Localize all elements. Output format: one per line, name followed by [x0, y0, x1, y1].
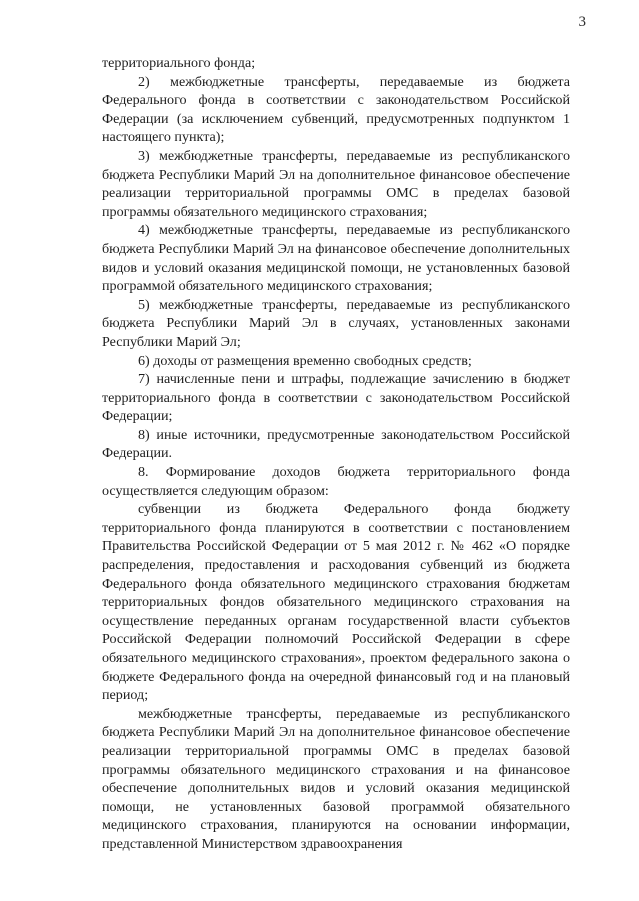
paragraph-item-2: 2) межбюджетные трансферты, передаваемые из бюджета Федерального фонда в соответствии с законодательством Российской Федерации (за исключением субвенций, предусмотренных подпунктом 1 настоящего пункта); — [102, 73, 570, 146]
paragraph-item-7: 7) начисленные пени и штрафы, подлежащие зачислению в бюджет территориального фонда в соответствии с законодательством Российской Федерации; — [102, 371, 570, 425]
paragraph-item-5: 5) межбюджетные трансферты, передаваемые из республиканского бюджета Республики Марий Эл в случаях, установленных законами Республики Марий Эл; — [102, 296, 570, 350]
document-body — [102, 54, 570, 854]
paragraph-item-4: 4) межбюджетные трансферты, передаваемые из республиканского бюджета Республики Марий Эл на финансовое обеспечение дополнительных видов и условий оказания медицинской помощи, не установленных базовой программой обязательного медицинского страхования; — [102, 222, 570, 295]
paragraph-item-6: 6) доходы от размещения временно свободных средств; — [138, 352, 472, 369]
paragraph-item-8: 8) иные источники, предусмотренные законодательством Российской Федерации. — [102, 426, 570, 462]
paragraph-item-3: 3) межбюджетные трансферты, передаваемые из республиканского бюджета Республики Марий Эл на дополнительное финансовое обеспечение реализации территориальной программы ОМС в пределах базовой программы обязательного медицинского страхования; — [102, 147, 570, 220]
paragraph-section-8: 8. Формирование доходов бюджета территориального фонда осуществляется следующим образом: — [102, 464, 570, 499]
paragraph-interbudget-transfers: межбюджетные трансферты, передаваемые из республиканского бюджета Республики Марий Эл на дополнительное финансовое обеспечение реализации территориальной программы ОМС в пределах базовой программы обязательного медицинского страхования и на финансовое обеспечение дополнительных видов и условий оказания медицинской помощи, не установленных базовой программой обязательного медицинского страхования, планируются на основании информации, представленной Министерством здравоохранения — [102, 705, 570, 852]
page-number: 3 — [578, 14, 586, 30]
paragraph-continuation: территориального фонда; — [102, 55, 256, 71]
paragraph-subventions: субвенции из бюджета Федерального фонда бюджету территориального фонда планируются в соответствии с постановлением Правительства Российской Федерации от 5 мая 2012 г. № 462 «О порядке распределения, предоставления и расходования субвенций из бюджета Федерального фонда обязательного медицинского страхования бюджетам территориальных фондов обязательного медицинского страхования на осуществление переданных органам государственной власти субъектов Российской Федерации полномочий Российской Федерации в сфере обязательного медицинского страхования», проектом федерального закона о бюджете Федерального фонда на очередной финансовый год и на плановый период; — [102, 501, 570, 704]
